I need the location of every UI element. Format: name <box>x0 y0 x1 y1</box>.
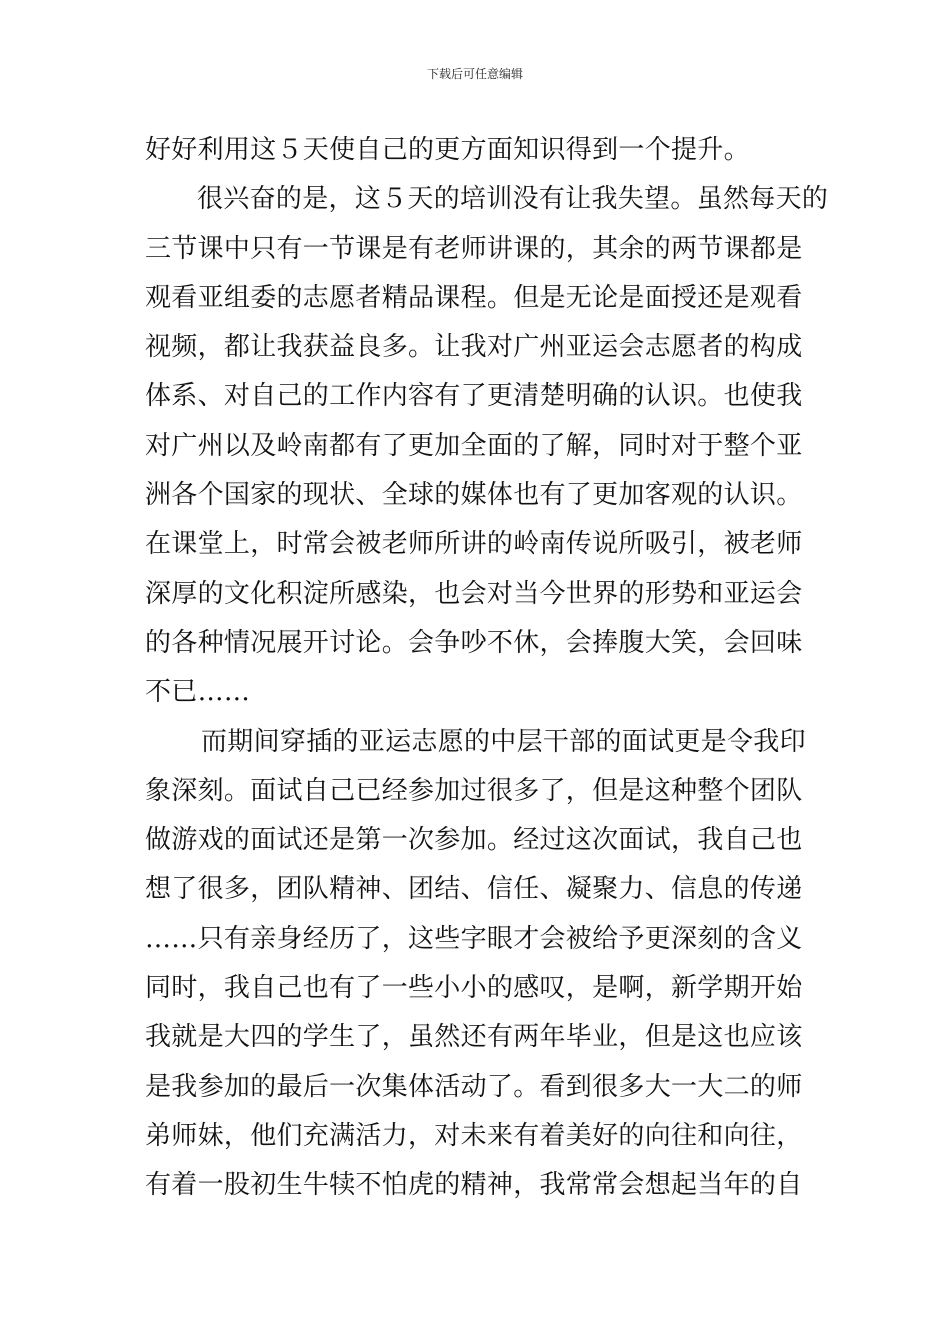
text-line: 同时，我自己也有了一些小小的感叹，是啊，新学期开始 <box>145 973 803 1004</box>
text-line: 有着一股初生牛犊不怕虎的精神，我常常会想起当年的自 <box>145 1170 803 1201</box>
text-line: 的各种情况展开讨论。会争吵不休，会捧腹大笑，会回味 <box>145 627 803 658</box>
text-line: 不已…… <box>145 677 251 708</box>
text-line: 洲各个国家的现状、全球的媒体也有了更加客观的认识。 <box>145 480 803 511</box>
text-line: 体系、对自己的工作内容有了更清楚明确的认识。也使我 <box>145 381 803 412</box>
text-line: 想了很多，团队精神、团结、信任、凝聚力、信息的传递 <box>145 874 803 905</box>
body-text <box>145 126 829 1211</box>
text-line: 而期间穿插的亚运志愿的中层干部的面试更是令我印 <box>201 726 806 757</box>
text-line: 在课堂上，时常会被老师所讲的岭南传说所吸引，被老师 <box>145 529 803 560</box>
text-line: 很兴奋的是，这５天的培训没有让我失望。虽然每天的 <box>197 184 829 215</box>
text-line: 视频，都让我获益良多。让我对广州亚运会志愿者的构成 <box>145 332 803 363</box>
text-line: 我就是大四的学生了，虽然还有两年毕业，但是这也应该 <box>145 1022 803 1053</box>
page-header: 下载后可任意编辑 <box>426 67 523 81</box>
text-line: ……只有亲身经历了，这些字眼才会被给予更深刻的含义 <box>145 923 803 954</box>
text-line: 弟师妹，他们充满活力，对未来有着美好的向往和向往， <box>145 1120 803 1151</box>
text-line: 观看亚组委的志愿者精品课程。但是无论是面授还是观看 <box>145 282 803 313</box>
text-line: 象深刻。面试自己已经参加过很多了，但是这种整个团队 <box>145 775 803 806</box>
text-line: 对广州以及岭南都有了更加全面的了解，同时对于整个亚 <box>145 430 803 461</box>
text-line: 是我参加的最后一次集体活动了。看到很多大一大二的师 <box>145 1071 803 1102</box>
text-line: 做游戏的面试还是第一次参加。经过这次面试，我自己也 <box>145 825 803 856</box>
text-line: 好好利用这５天使自己的更方面知识得到一个提升。 <box>145 135 750 165</box>
text-line: 三节课中只有一节课是有老师讲课的，其余的两节课都是 <box>145 233 803 264</box>
text-line: 深厚的文化积淀所感染，也会对当今世界的形势和亚运会 <box>145 578 803 609</box>
